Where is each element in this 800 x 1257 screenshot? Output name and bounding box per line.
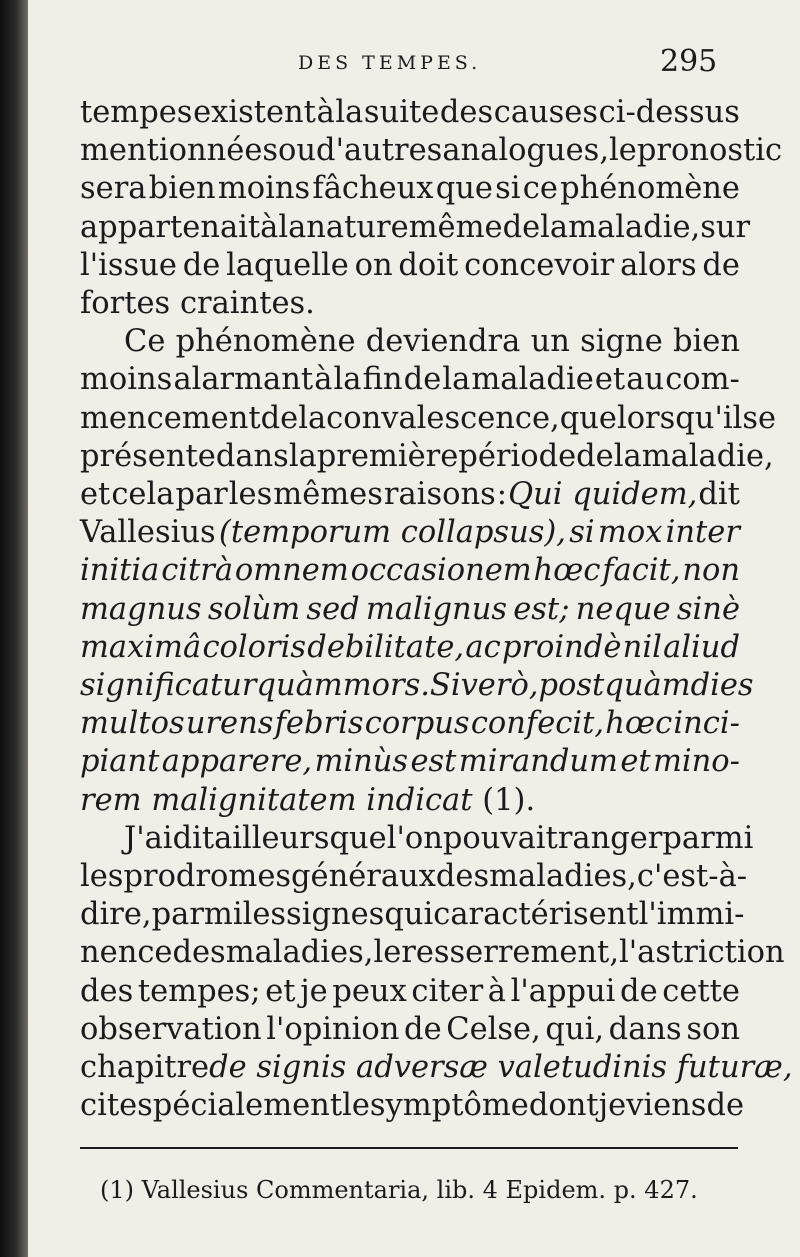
- word: et: [265, 973, 296, 1009]
- word: que: [435, 171, 493, 207]
- word: craintes.: [179, 286, 315, 322]
- book-page: [28, 0, 800, 1257]
- word: ranger: [557, 820, 663, 856]
- word: l'astriction: [619, 935, 785, 971]
- word: lorsqu'il: [616, 400, 743, 436]
- word: des: [172, 935, 226, 971]
- word: Celse,: [446, 1011, 541, 1047]
- word: tempes: [80, 95, 193, 130]
- word: l'appui: [510, 973, 616, 1009]
- word: nence: [80, 935, 173, 971]
- word: alors: [620, 247, 697, 283]
- word: nil: [622, 629, 662, 665]
- text-line: [80, 591, 740, 629]
- word: même: [408, 209, 503, 245]
- word: citrà: [161, 553, 234, 589]
- word: pronostic: [636, 133, 783, 169]
- word: son: [686, 1011, 740, 1047]
- word: peux: [332, 973, 407, 1009]
- word: initia: [80, 553, 160, 589]
- word: dit: [698, 477, 740, 513]
- body-text: [80, 94, 793, 1125]
- word: la: [442, 362, 471, 398]
- word: resserrement,: [401, 935, 620, 971]
- word: urens: [185, 706, 274, 742]
- word: à: [316, 95, 335, 130]
- text-line: [80, 1049, 793, 1087]
- word: significatur: [80, 668, 257, 704]
- word: que: [329, 820, 387, 856]
- word: des: [80, 973, 134, 1009]
- word: sed: [306, 591, 360, 627]
- word: les: [228, 477, 273, 513]
- word: bien: [673, 324, 740, 360]
- word: à: [487, 973, 506, 1009]
- word: malignitatem: [151, 782, 357, 818]
- word: ce: [522, 171, 558, 207]
- word: maladies,: [489, 859, 637, 895]
- word: période: [458, 438, 577, 474]
- text-line: [80, 782, 740, 820]
- word: proindè: [501, 629, 622, 665]
- word: la: [335, 95, 364, 130]
- word: mirandum: [458, 744, 618, 780]
- word: minùs: [314, 744, 409, 780]
- word: (1).: [482, 782, 536, 818]
- word: maladies,: [225, 935, 374, 971]
- text-line: [80, 743, 740, 781]
- text-line: [80, 896, 745, 934]
- word: l'opinion: [266, 1011, 400, 1047]
- word: qui,: [545, 1011, 605, 1047]
- word: citer: [411, 973, 484, 1009]
- word: inci-: [673, 706, 740, 742]
- word: analogues,: [442, 133, 610, 169]
- word: la: [288, 438, 317, 474]
- word: inter: [665, 515, 740, 551]
- word: dit: [172, 820, 215, 856]
- word: suite: [363, 95, 440, 130]
- word: neque: [575, 591, 671, 627]
- word: Qui quidem,: [508, 477, 698, 513]
- word: la: [298, 400, 327, 436]
- word: c'est-à-: [636, 859, 748, 895]
- text-line: [80, 1087, 745, 1125]
- word: nature: [306, 209, 409, 245]
- word: les: [80, 859, 124, 895]
- text-line: [80, 170, 740, 208]
- text-line: [80, 209, 751, 247]
- word: debilitate,: [307, 629, 465, 665]
- word: parmi: [662, 820, 754, 856]
- text-line: [80, 438, 774, 476]
- word: de: [576, 438, 614, 474]
- text-line: [80, 476, 740, 514]
- footnote: (1) Vallesius Commentaria, lib. 4 Epidem. p. 427.: [100, 1176, 698, 1204]
- word: solùm: [207, 591, 301, 627]
- word: facit,: [602, 553, 681, 589]
- word: fâcheux: [312, 171, 434, 207]
- word: la: [278, 209, 307, 245]
- text-line: [80, 361, 740, 399]
- word: un: [530, 324, 570, 360]
- text-line: [80, 132, 783, 170]
- word: mêmes: [273, 477, 383, 513]
- word: par: [175, 477, 228, 513]
- word: cette: [662, 973, 740, 1009]
- word: des: [435, 859, 490, 895]
- text-line: [80, 247, 740, 285]
- word: piant: [80, 744, 160, 780]
- word: moins: [217, 171, 311, 207]
- word: observation: [80, 1011, 262, 1047]
- word: viens: [626, 1088, 707, 1124]
- word: et: [594, 362, 626, 398]
- page-header: [28, 40, 800, 90]
- word: omnem: [234, 553, 349, 589]
- word: apparere,: [161, 744, 313, 780]
- word: qui: [384, 897, 434, 933]
- word: signe: [580, 324, 663, 360]
- word: d'autres: [316, 133, 443, 169]
- word: coloris: [202, 629, 307, 665]
- word: des: [439, 95, 494, 130]
- word: dont: [528, 1088, 599, 1124]
- word: parmi: [151, 897, 243, 933]
- word: indicat: [366, 782, 473, 818]
- word: maximâ: [80, 629, 202, 665]
- word: la: [540, 209, 569, 245]
- text-line: [80, 973, 740, 1011]
- word: postquàm: [538, 668, 691, 704]
- word: hœc: [605, 706, 673, 742]
- word: et: [80, 477, 111, 513]
- word: de: [182, 247, 221, 283]
- word: ac: [465, 629, 501, 665]
- word: si: [495, 171, 521, 207]
- word: causes: [493, 95, 598, 130]
- word: maladie,: [641, 438, 774, 474]
- word: prodromes: [123, 859, 292, 895]
- word: l'on: [386, 820, 443, 856]
- word: laquelle: [226, 247, 349, 283]
- word: deviendra: [365, 324, 521, 360]
- word: existent: [193, 95, 316, 130]
- word: convalescence,: [326, 400, 560, 436]
- word: je: [598, 1088, 627, 1124]
- word: de: [403, 362, 442, 398]
- word: à: [314, 362, 333, 398]
- text-line: [80, 514, 740, 552]
- text-line: [80, 705, 740, 743]
- word: tempes;: [137, 973, 261, 1009]
- word: de: [260, 400, 299, 436]
- word: mors.: [342, 668, 430, 704]
- word: Si: [429, 668, 461, 704]
- text-line: [80, 629, 740, 667]
- word: doit: [398, 247, 459, 283]
- word: généraux: [291, 859, 436, 895]
- text-line: [80, 820, 754, 858]
- word: occasionem: [350, 553, 532, 589]
- word: la: [333, 362, 362, 398]
- word: à: [260, 209, 279, 245]
- page-number: 295: [660, 44, 718, 79]
- text-line: [80, 94, 740, 132]
- word: corpus: [364, 706, 470, 742]
- word: de: [502, 209, 541, 245]
- word: malignus: [365, 591, 507, 627]
- word: ailleurs: [214, 820, 330, 856]
- word: sur: [700, 209, 751, 245]
- running-head: DES TEMPES.: [298, 52, 482, 74]
- word: sinè: [676, 591, 740, 627]
- word: confecit,: [470, 706, 605, 742]
- word: verò,: [460, 668, 539, 704]
- word: dies: [690, 668, 754, 704]
- word: le: [609, 133, 637, 169]
- word: (temporum collapsus),: [218, 515, 566, 551]
- word: mentionnées: [80, 133, 279, 169]
- text-line: [80, 934, 785, 972]
- word: raisons: [383, 477, 496, 513]
- word: se: [742, 400, 777, 436]
- word: aliud: [663, 629, 740, 665]
- word: Vallesius: [80, 515, 216, 551]
- word: de: [706, 1088, 745, 1124]
- text-line: [80, 858, 748, 896]
- word: est: [410, 744, 457, 780]
- word: première: [316, 438, 459, 474]
- word: de: [620, 973, 658, 1009]
- word: mox: [597, 515, 663, 551]
- word: ou: [278, 133, 317, 169]
- word: febris: [274, 706, 364, 742]
- word: la: [613, 438, 642, 474]
- word: est;: [513, 591, 570, 627]
- word: appartenait: [80, 209, 261, 245]
- word: dans: [608, 1011, 682, 1047]
- word: cite: [80, 1088, 138, 1124]
- word: le: [373, 935, 402, 971]
- word: maladie,: [568, 209, 701, 245]
- word: de signis adversæ valetudinis futuræ,: [209, 1050, 793, 1086]
- word: phénomène: [175, 324, 356, 360]
- word: alarmant: [173, 362, 314, 398]
- text-line: [80, 323, 740, 361]
- word: quàm: [256, 668, 343, 704]
- text-line: [80, 667, 754, 705]
- word: le: [342, 1088, 370, 1124]
- word: com-: [665, 362, 740, 398]
- word: de: [404, 1011, 442, 1047]
- word: Ce: [124, 324, 166, 360]
- word: si: [569, 515, 595, 551]
- word: J'ai: [124, 820, 173, 856]
- word: et: [620, 744, 651, 780]
- word: pouvait: [442, 820, 558, 856]
- word: symptôme: [369, 1088, 529, 1124]
- word: non: [682, 553, 740, 589]
- text-line: [80, 1011, 740, 1049]
- word: mino-: [652, 744, 740, 780]
- word: magnus: [80, 591, 202, 627]
- word: présente: [80, 438, 216, 474]
- word: fortes: [80, 286, 171, 322]
- word: mencement: [80, 400, 261, 436]
- word: bien: [148, 171, 216, 207]
- word: que: [559, 400, 617, 436]
- word: ci-dessus: [598, 95, 740, 130]
- word: hœc: [533, 553, 601, 589]
- word: les: [242, 897, 287, 933]
- word: chapitre: [80, 1050, 210, 1086]
- word: maladie: [471, 362, 594, 398]
- word: dans: [215, 438, 289, 474]
- word: dire,: [80, 897, 152, 933]
- word: l'issue: [80, 247, 177, 283]
- word: on: [354, 247, 393, 283]
- word: je: [300, 973, 328, 1009]
- word: l'immi-: [638, 897, 745, 933]
- scan-edge: [0, 0, 28, 1257]
- word: au: [626, 362, 665, 398]
- text-line: [80, 552, 740, 590]
- word: fin: [362, 362, 403, 398]
- word: moins: [80, 362, 173, 398]
- word: concevoir: [464, 247, 615, 283]
- word: de: [702, 247, 740, 283]
- text-line: [80, 285, 740, 323]
- word: multos: [80, 706, 185, 742]
- word: cela: [111, 477, 175, 513]
- word: caractérisent: [433, 897, 639, 933]
- word: :: [496, 477, 508, 513]
- word: signes: [286, 897, 385, 933]
- word: spécialement: [137, 1088, 343, 1124]
- footnote-rule: [80, 1147, 738, 1149]
- text-line: [80, 400, 777, 438]
- word: phénomène: [560, 171, 740, 207]
- word: sera: [80, 171, 147, 207]
- word: rem: [80, 782, 142, 818]
